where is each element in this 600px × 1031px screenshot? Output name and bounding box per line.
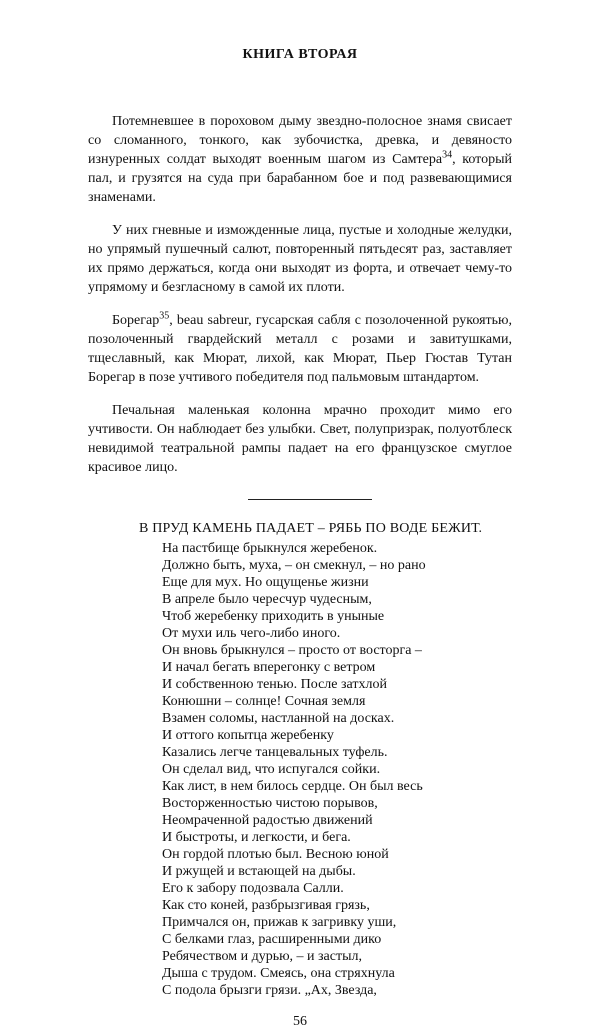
poem-line: Конюшни – солнце! Сочная земля	[162, 694, 366, 709]
poem-line: Неомраченной радостью движений	[162, 813, 373, 828]
poem-line: Восторженностью чистою порывов,	[162, 796, 378, 811]
footnote-ref: 35	[159, 310, 170, 322]
poem-line: В апреле было чересчур чудесным,	[162, 592, 372, 607]
poem-line: И оттого копытца жеребенку	[162, 728, 334, 743]
poem-line: И быстроты, и легкости, и бега.	[162, 830, 351, 845]
poem-line: От мухи иль чего-либо иного.	[162, 626, 341, 641]
paragraph: У них гневные и изможденные лица, пустые и холодные желудки, но упрямый пушечный салют, повторенный пятьдесят раз, заставляет их прямо держаться, когда они выходят из форта, и отвечает чему-то упрямому и безгласному в самой их плоти.	[88, 223, 512, 295]
poem-line: Он сделал вид, что испугался сойки.	[162, 762, 381, 777]
poem-line: Его к забору подозвала Салли.	[162, 881, 344, 896]
poem-line: Он гордой плотью был. Весною юной	[162, 847, 389, 862]
poem-line: Казались легче танцевальных туфель.	[162, 745, 388, 760]
poem-line: Как лист, в нем билось сердце. Он был весь	[162, 779, 423, 794]
paragraph: Потемневшее в пороховом дыму звездно-полосное знамя свисает со сломанного, тонкого, как зубочистка, древка, и девяносто изнуренных солдат выходят военным шагом из Самтера$^{34}$, который пал, и грузятся на суда при барабанном бое и под развевающимися знаменами.	[88, 114, 512, 205]
poem-heading: В ПРУД КАМЕНЬ ПАДАЕТ – РЯБЬ ПО ВОДЕ БЕЖИТ.	[139, 521, 483, 536]
poem-line: Он вновь брыкнулся – просто от восторга –	[162, 643, 422, 658]
poem-line: Чтоб жеребенку приходить в уныные	[162, 609, 385, 624]
footnote-ref: 34	[442, 149, 453, 161]
poem-line: Дыша с трудом. Смеясь, она стряхнула	[162, 966, 395, 981]
poem-line: С белками глаз, расширенными дико	[162, 932, 382, 947]
chapter-title: КНИГА ВТОРАЯ	[242, 47, 358, 62]
poem-line: Должно быть, муха, – он смекнул, – но рано	[162, 558, 426, 573]
page-number: 56	[293, 1014, 307, 1029]
paragraph: Печальная маленькая колонна мрачно проходит мимо его учтивости. Он наблюдает без улыбки. Свет, полупризрак, полуотблеск невидимой театральной рампы падает на его французское смуглое красивое лицо.	[88, 403, 512, 475]
poem-line: И собственною тенью. После затхлой	[162, 677, 387, 692]
poem-line: Взамен соломы, настланной на досках.	[162, 711, 395, 726]
prose-block	[88, 112, 512, 477]
poem-line: Примчался он, прижав к загривку уши,	[162, 915, 397, 930]
poem-line: С подола брызги грязи. „Ах, Звезда,	[162, 983, 377, 998]
section-divider	[248, 499, 372, 500]
poem-line: На пастбище брыкнулся жеребенок.	[162, 541, 378, 556]
poem-lines	[162, 540, 600, 999]
poem-line: Еще для мух. Но ощущенье жизни	[162, 575, 369, 590]
poem-line: И начал бегать вперегонку с ветром	[162, 660, 376, 675]
poem-line: И ржущей и встающей на дыбы.	[162, 864, 356, 879]
paragraph: Борегар$^{35}$, beau sabreur, гусарская сабля с позолоченной рукоятью, позолоченный гвардейский металл с розами и завитушками, тщеславный, как Мюрат, лихой, как Мюрат, Пьер Гюстав Тутан Борегар в позе учтивого победителя под пальмовым штандартом.	[88, 310, 512, 385]
poem-line: Ребячеством и дурью, – и застыл,	[162, 949, 362, 964]
poem-line: Как сто коней, разбрызгивая грязь,	[162, 898, 370, 913]
